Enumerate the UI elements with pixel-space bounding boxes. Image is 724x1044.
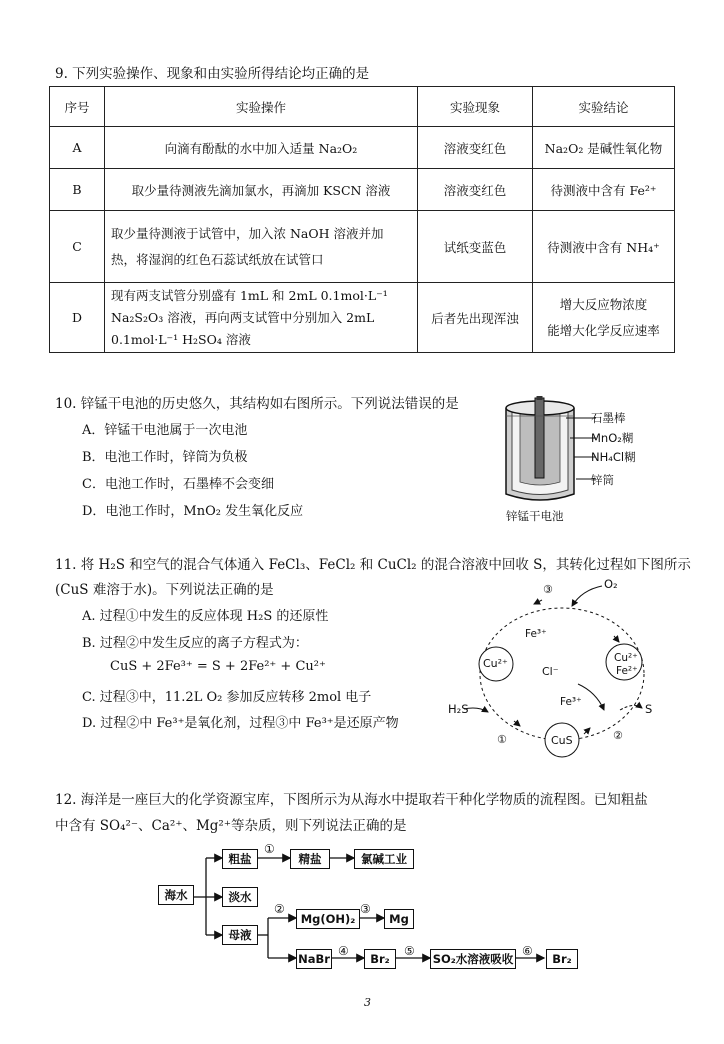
row-operation-line: 热，将湿润的红色石蕊试纸放在试管口 <box>111 251 324 267</box>
row-operation-line: Na₂S₂O₃ 溶液，再向两支试管中分别加入 2mL <box>111 309 375 325</box>
row-id: C <box>50 211 105 283</box>
label-nh4cl-paste: NH₄Cl糊 <box>591 450 636 464</box>
flow-chlor-alkali: 氯碱工业 <box>354 849 414 869</box>
row-id: D <box>50 283 105 353</box>
cycle-fe2-right: Fe²⁺ <box>616 665 638 677</box>
q11-equation: CuS + 2Fe³⁺ = S + 2Fe²⁺ + Cu²⁺ <box>110 659 326 674</box>
flow-seawater: 海水 <box>158 885 194 905</box>
cycle-cu2-right: Cu²⁺ <box>614 652 638 664</box>
q11-option-a: A. 过程①中发生的反应体现 H₂S 的还原性 <box>82 609 329 624</box>
row-phenomenon: 后者先出现浑浊 <box>418 283 533 353</box>
cycle-cu2: Cu²⁺ <box>483 657 508 670</box>
flow-step4: ④ <box>338 944 349 958</box>
row-operation <box>105 211 418 283</box>
row-id: A <box>50 127 105 169</box>
header-id: 序号 <box>50 87 105 127</box>
row-operation: 取少量待测液先滴加氯水，再滴加 KSCN 溶液 <box>105 169 418 211</box>
battery-caption: 锌锰干电池 <box>506 509 564 523</box>
q11-option-b: B. 过程②中发生反应的离子方程式为： <box>82 636 308 651</box>
row-phenomenon: 溶液变红色 <box>418 169 533 211</box>
page-number: 3 <box>364 996 371 1009</box>
flow-nabr: NaBr <box>296 949 332 969</box>
cycle-h2s: H₂S <box>448 702 469 716</box>
header-operation: 实验操作 <box>105 87 418 127</box>
row-conclusion: 待测液中含有 NH₄⁺ <box>533 211 675 283</box>
row-phenomenon: 溶液变红色 <box>418 127 533 169</box>
flow-step3: ③ <box>360 902 371 916</box>
cycle-fe3-bottom: Fe³⁺ <box>560 696 582 708</box>
row-phenomenon: 试纸变蓝色 <box>418 211 533 283</box>
conversion-cycle-diagram <box>444 576 674 760</box>
q10-title: 10. 锌锰干电池的历史悠久，其结构如右图所示。下列说法错误的是 <box>55 396 459 412</box>
row-operation <box>105 283 418 353</box>
cycle-cus: CuS <box>551 734 573 747</box>
cycle-step1: ① <box>497 733 507 746</box>
header-conclusion: 实验结论 <box>533 87 675 127</box>
flow-refined-salt: 精盐 <box>290 849 330 869</box>
row-operation-line: 现有两支试管分别盛有 1mL 和 2mL 0.1mol·L⁻¹ <box>111 287 388 303</box>
q11-title-line1: 11. 将 H₂S 和空气的混合气体通入 FeCl₃、FeCl₂ 和 CuCl₂ 的混合溶液中回收 S，其转化过程如下图所示 <box>55 557 691 573</box>
cycle-cl: Cl⁻ <box>542 665 559 678</box>
header-phenomenon: 实验现象 <box>418 87 533 127</box>
q9-title: 9. 下列实验操作、现象和由实验所得结论均正确的是 <box>55 66 370 82</box>
flow-crude-salt: 粗盐 <box>222 849 258 869</box>
q11-option-c: C. 过程③中，11.2L O₂ 参加反应转移 2mol 电子 <box>82 690 372 705</box>
cycle-fe3-top: Fe³⁺ <box>525 628 547 640</box>
table-row <box>50 169 675 211</box>
table-row <box>50 283 675 353</box>
q10-option-c: C．电池工作时，石墨棒不会变细 <box>82 477 274 492</box>
row-operation: 向滴有酚酞的水中加入适量 Na₂O₂ <box>105 127 418 169</box>
q10-option-b: B．电池工作时，锌筒为负极 <box>82 450 248 465</box>
flow-mother-liquor: 母液 <box>222 925 258 945</box>
row-operation-line: 0.1mol·L⁻¹ H₂SO₄ 溶液 <box>111 331 251 347</box>
flow-mg: Mg <box>384 909 414 929</box>
flow-step5: ⑤ <box>404 944 415 958</box>
flow-so2-absorption: SO₂水溶液吸收 <box>430 949 516 969</box>
flow-br2-a: Br₂ <box>364 949 396 969</box>
label-mno2-paste: MnO₂糊 <box>591 431 634 445</box>
row-id: B <box>50 169 105 211</box>
q12-title-line2: 中含有 SO₄²⁻、Ca²⁺、Mg²⁺等杂质，则下列说法正确的是 <box>55 818 407 834</box>
table-row <box>50 127 675 169</box>
row-conclusion-line: 增大反应物浓度 <box>559 296 648 312</box>
flow-step1: ① <box>264 842 275 856</box>
row-conclusion-line: 能增大化学反应速率 <box>547 322 660 338</box>
flow-br2-b: Br₂ <box>546 949 578 969</box>
cycle-step3: ③ <box>543 583 553 596</box>
cycle-s: S <box>645 702 653 716</box>
flow-step6: ⑥ <box>522 944 533 958</box>
label-zinc-can: 锌筒 <box>591 473 614 487</box>
cycle-o2: O₂ <box>604 577 618 591</box>
flow-mgoh2: Mg(OH)₂ <box>296 909 360 929</box>
table-row <box>50 211 675 283</box>
q10-option-a: A．锌锰干电池属于一次电池 <box>82 423 248 438</box>
label-graphite-rod: 石墨棒 <box>591 411 626 425</box>
q11-option-d: D. 过程②中 Fe³⁺是氧化剂，过程③中 Fe³⁺是还原产物 <box>82 716 399 731</box>
flow-step2: ② <box>274 902 285 916</box>
row-conclusion <box>533 283 675 353</box>
row-conclusion: 待测液中含有 Fe²⁺ <box>533 169 675 211</box>
q11-title-line2: (CuS 难溶于水)。下列说法正确的是 <box>55 582 274 598</box>
table-header-row <box>50 87 675 127</box>
q10-option-d: D．电池工作时，MnO₂ 发生氧化反应 <box>82 504 304 519</box>
experiment-table <box>49 86 675 353</box>
row-conclusion: Na₂O₂ 是碱性氧化物 <box>533 127 675 169</box>
row-operation-line: 取少量待测液于试管中，加入浓 NaOH 溶液并加 <box>111 225 384 241</box>
q12-title-line1: 12. 海洋是一座巨大的化学资源宝库，下图所示为从海水中提取若干种化学物质的流程图。已知粗盐 <box>55 792 648 808</box>
cycle-step2: ② <box>613 729 623 742</box>
flow-fresh-water: 淡水 <box>222 887 258 907</box>
